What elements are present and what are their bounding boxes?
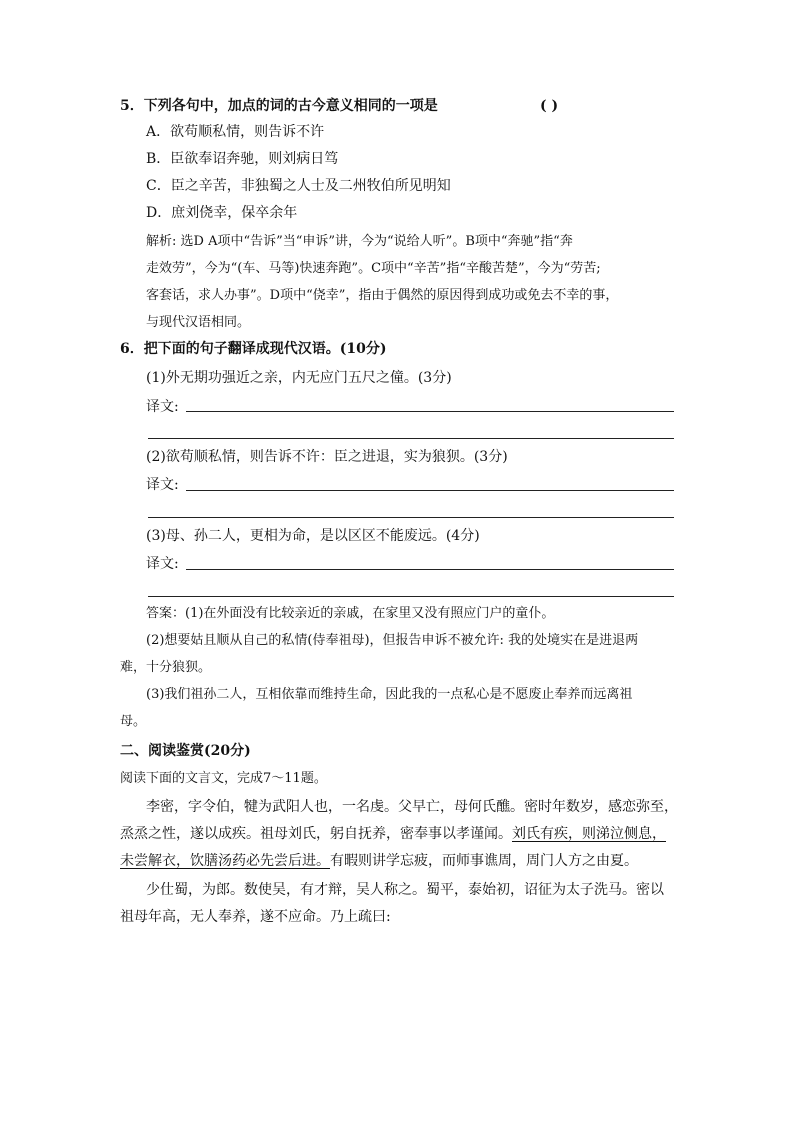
- q5-answer-bracket: ( ): [540, 98, 559, 114]
- underlined-passage-text: 刘氏有疾，则涕泣侧息，: [512, 826, 666, 842]
- q5-option-a: A．欲苟顺私情，则告诉不许: [146, 124, 325, 140]
- q6-translate-label: 译文:: [146, 556, 179, 572]
- q5-option-d: D．庶刘侥幸，保卒余年: [146, 205, 298, 221]
- q6-stem: 6．把下面的句子翻译成现代汉语。(10分): [120, 341, 387, 357]
- q6-answer-line: 母。: [120, 714, 147, 729]
- passage-text: 有暇则讲学忘疲，而师事谯周，周门人方之由夏。: [330, 853, 638, 869]
- passage-line: 少仕蜀，为郎。数使吴，有才辩，吴人称之。蜀平，泰始初，诏征为太子洗马。密以: [146, 882, 664, 898]
- q6-answer-line: (2)想要姑且顺从自己的私情(侍奉祖母)，但报告申诉不被允许: 我的处境实在是进退两: [146, 633, 639, 648]
- q6-item-2: (2)欲苟顺私情，则告诉不许：臣之进退，实为狼狈。(3分): [146, 449, 508, 465]
- q6-translate-label: 译文:: [146, 477, 179, 493]
- answer-line[interactable]: [148, 596, 674, 597]
- q6-answer-line: 难，十分狼狈。: [120, 660, 212, 675]
- q5-analysis-line: 与现代汉语相同。: [146, 315, 251, 330]
- passage-line: 祖母年高，无人奉养，遂不应命。乃上疏曰:: [120, 909, 391, 925]
- section-instructions: 阅读下面的文言文，完成7～11题。: [120, 771, 327, 786]
- q6-translate-label: 译文:: [146, 399, 179, 415]
- q6-answer-line: 答案：(1)在外面没有比较亲近的亲戚，在家里又没有照应门户的童仆。: [146, 606, 555, 621]
- answer-line[interactable]: [148, 438, 674, 439]
- section-title: 二、阅读鉴赏(20分): [120, 743, 251, 759]
- q5-option-b: B．臣欲奉诏奔驰，则刘病日笃: [146, 151, 339, 167]
- answer-line[interactable]: [148, 517, 674, 518]
- passage-line: 李密，字令伯，犍为武阳人也，一名虔。父早亡，母何氏醮。密时年数岁，感恋弥至，: [146, 799, 678, 815]
- passage-text: 烝烝之性，遂以成疾。祖母刘氏，躬自抚养，密奉事以孝谨闻。: [120, 826, 512, 842]
- q5-option-c: C．臣之辛苦，非独蜀之人士及二州牧伯所见明知: [146, 178, 451, 194]
- answer-line[interactable]: [186, 569, 674, 570]
- underlined-passage-text: 未尝解衣，饮膳汤药必先尝后进。: [120, 853, 330, 869]
- q6-answer-line: (3)我们祖孙二人，互相依靠而维持生命，因此我的一点私心是不愿废止奉养而远离祖: [146, 687, 633, 702]
- q5-analysis-line: 走效劳”，今为“(车、马等)快速奔跑”。C项中“辛苦”指“辛酸苦楚”，今为“劳苦;: [146, 261, 601, 276]
- q5-stem: 5．下列各句中，加点的词的古今意义相同的一项是: [120, 98, 438, 114]
- passage-line: [120, 824, 666, 844]
- passage-line: [120, 851, 638, 871]
- answer-line[interactable]: [186, 411, 674, 412]
- answer-line[interactable]: [186, 490, 674, 491]
- q5-analysis-line: 解析: 选D A项中“告诉”当“申诉”讲，今为“说给人听”。B项中“奔驰”指“奔: [146, 234, 573, 249]
- q5-analysis-line: 客套话，求人办事”。D项中“侥幸”，指由于偶然的原因得到成功或免去不幸的事，: [146, 288, 619, 303]
- q6-item-3: (3)母、孙二人，更相为命，是以区区不能废远。(4分): [146, 528, 480, 544]
- q6-item-1: (1)外无期功强近之亲，内无应门五尺之僮。(3分): [146, 370, 452, 386]
